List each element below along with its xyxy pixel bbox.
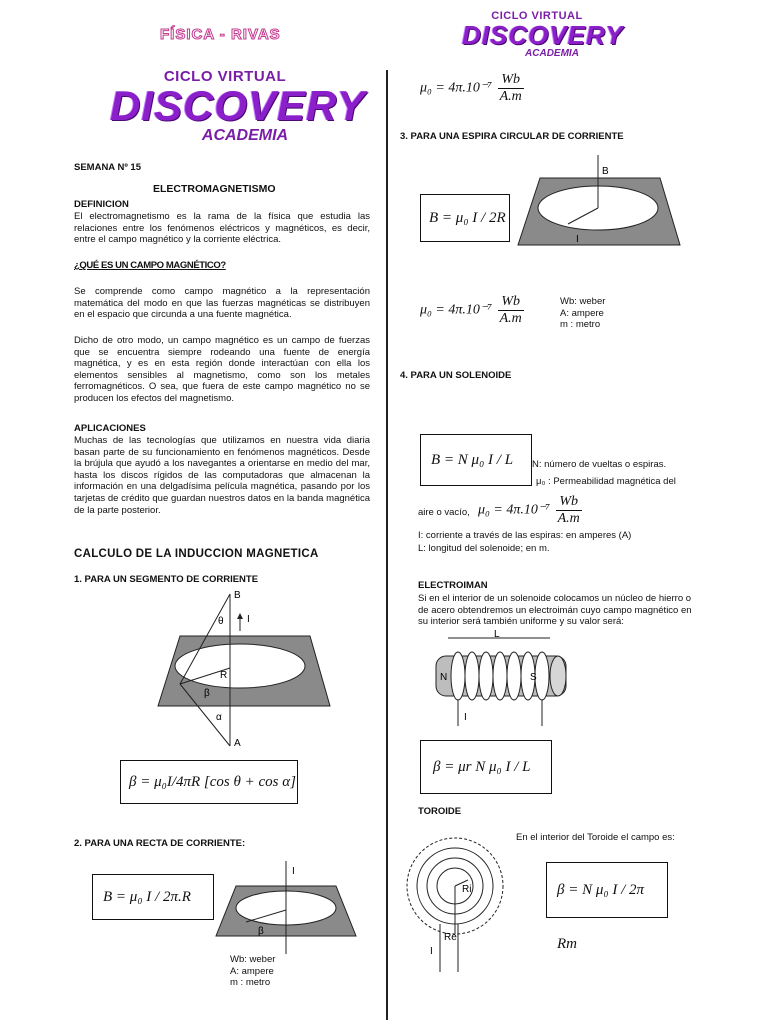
mu0-formula-espira xyxy=(420,294,526,327)
label-S: S xyxy=(530,672,537,683)
discovery-wordmark: DISCOVERY xyxy=(110,82,366,129)
label-B: B xyxy=(234,590,241,601)
label-I-toroide: I xyxy=(430,946,433,957)
toroide-heading: TOROIDE xyxy=(418,806,462,817)
label-L: L xyxy=(494,629,500,640)
formula-toroide-text: β = N μ₀ I / 2π Rm xyxy=(557,882,645,952)
label-Re: Re xyxy=(444,932,457,943)
sol-l-text: L: longitud del solenoide; en m. xyxy=(418,543,550,554)
segmento-diagram xyxy=(150,586,340,751)
unit-metro: m : metro xyxy=(230,977,271,989)
recta-units xyxy=(230,954,275,989)
sol-n-text: N: número de vueltas o espiras. xyxy=(532,459,667,470)
que-es-paragraph-1: Se comprende como campo magnético a la representación matemática del modo en que las fuerzas magnéticas se distribuyen en el espacio que circunda a una fuente magnética. xyxy=(74,286,370,321)
ciclo-virtual-label: CICLO VIRTUAL xyxy=(163,68,287,85)
mu0-num-3: Wb xyxy=(556,494,582,511)
formula-solenoide xyxy=(420,434,532,486)
sol-aire-text: aire o vacío, xyxy=(418,507,470,518)
formula-solenoide-text: B = N μ₀ I / L xyxy=(431,452,514,468)
espira-diagram xyxy=(510,150,690,260)
label-I-recta: I xyxy=(292,866,295,877)
solenoide-heading: 4. PARA UN SOLENOIDE xyxy=(400,370,512,381)
recta-diagram xyxy=(206,856,366,956)
mu0-den-3: A.m xyxy=(557,511,580,526)
label-B-espira: B xyxy=(602,166,609,177)
mu0-formula-top xyxy=(420,72,526,105)
mu0-lhs: μ₀ = 4π.10⁻⁷ xyxy=(420,80,493,96)
sol-mu-text: μ₀ : Permeabilidad magnética del xyxy=(536,476,676,487)
definicion-text: El electromagnetismo es la rama de la física que estudia las relaciones entre los fenómenos eléctricos y magnéticos, es decir, entre el campo magnético y la corriente eléctrica. xyxy=(74,211,370,246)
toroide-diagram xyxy=(400,824,510,974)
formula-segmento-text: β = μ₀I/4πR [cos θ + cos α] xyxy=(129,774,296,790)
que-es-paragraph-2: Dicho de otro modo, un campo magnético es un campo de fuerzas que se encuentra siempre rodeando una fuente de energía magnética, y es en esta región donde interactúan con ella los elementos sensibles al magnetismo, como son los metales ferromagnéticos. O sea, que fuera de este campo magnético no se producen los efectos del magnetismo. xyxy=(74,335,370,404)
definicion-heading: DEFINICION xyxy=(74,199,129,210)
unit-weber: Wb: weber xyxy=(230,954,276,965)
sol-i-text: I: corriente a través de las espiras: en amperes (A) xyxy=(418,530,632,541)
espira-units xyxy=(560,296,605,331)
formula-recta-text: B = μ₀ I / 2π.R xyxy=(103,889,191,905)
label-A: A xyxy=(234,738,241,749)
toroide-text: En el interior del Toroide el campo es: xyxy=(516,832,675,843)
label-I-elec: I xyxy=(464,712,467,723)
discovery-logo-left xyxy=(110,68,366,145)
fisica-rivas-logo: FÍSICA - RIVAS xyxy=(160,26,281,43)
ciclo-virtual-label-right: CICLO VIRTUAL xyxy=(491,10,583,22)
mu0-lhs-3: μ₀ = 4π.10⁻⁷ xyxy=(478,502,551,518)
unit-metro-2: m : metro xyxy=(560,319,601,331)
semana-label: SEMANA Nº 15 xyxy=(74,162,141,173)
label-I-espira: I xyxy=(576,234,579,245)
label-Ri: Ri xyxy=(462,884,472,895)
column-divider xyxy=(386,70,388,1020)
formula-electroiman-text: β = μr N μ₀ I / L xyxy=(433,759,531,775)
formula-electroiman xyxy=(420,740,552,794)
electroiman-diagram xyxy=(428,628,578,728)
mu0-lhs-2: μ₀ = 4π.10⁻⁷ xyxy=(420,302,493,318)
discovery-wordmark-right: DISCOVERY xyxy=(462,20,624,50)
formula-toroide xyxy=(546,862,668,952)
formula-espira-text: B = μ₀ I / 2R xyxy=(429,210,506,226)
label-theta: θ xyxy=(218,616,224,627)
formula-segmento xyxy=(120,760,298,804)
mu0-den-2: A.m xyxy=(499,311,522,326)
label-R: R xyxy=(220,670,228,681)
segmento-heading: 1. PARA UN SEGMENTO DE CORRIENTE xyxy=(74,574,259,585)
electroiman-heading: ELECTROIMAN xyxy=(418,580,488,591)
electroiman-text: Si en el interior de un solenoide colocamos un núcleo de hierro o de acero obtendremos un electroimán cuyo campo magnético en su interior será también uniforme y su valor será: xyxy=(418,593,692,628)
unit-ampere: A: ampere xyxy=(230,965,274,977)
unit-weber-2: Wb: weber xyxy=(560,296,606,307)
academia-label: ACADEMIA xyxy=(201,127,289,144)
calculo-heading: CALCULO DE LA INDUCCION MAGNETICA xyxy=(74,548,319,560)
aplicaciones-text: Muchas de las tecnologías que utilizamos en nuestra vida diaria basan parte de su funcionamiento en fenómenos magnéticos. Desde la brújula que ayudó a los navegantes a orientarse en medio del mar, hasta los discos rígidos de las computadoras que almacenan la información en una delgadísima película magnética, pasando por los tarjetas de crédito que guardan nuestros datos en la banda magnética de la parte posterior. xyxy=(74,435,370,516)
recta-heading: 2. PARA UNA RECTA DE CORRIENTE: xyxy=(74,838,246,849)
mu0-den: A.m xyxy=(499,89,522,104)
label-N: N xyxy=(440,672,448,683)
label-beta: β xyxy=(204,688,210,699)
page-title: ELECTROMAGNETISMO xyxy=(153,183,276,195)
unit-ampere-2: A: ampere xyxy=(560,307,604,319)
label-beta-recta: β xyxy=(258,926,264,937)
academia-label-right: ACADEMIA xyxy=(525,48,579,59)
formula-espira xyxy=(420,194,510,242)
aplicaciones-heading: APLICACIONES xyxy=(74,423,146,434)
label-I: I xyxy=(247,614,250,625)
espira-heading: 3. PARA UNA ESPIRA CIRCULAR DE CORRIENTE xyxy=(400,131,624,142)
que-es-heading: ¿QUÉ ES UN CAMPO MAGNÉTICO? xyxy=(74,260,226,271)
formula-recta xyxy=(92,874,214,920)
discovery-logo-right xyxy=(462,10,624,59)
mu0-formula-sol xyxy=(478,494,584,527)
label-alpha: α xyxy=(216,712,222,723)
mu0-num-2: Wb xyxy=(498,294,524,311)
mu0-num: Wb xyxy=(498,72,524,89)
